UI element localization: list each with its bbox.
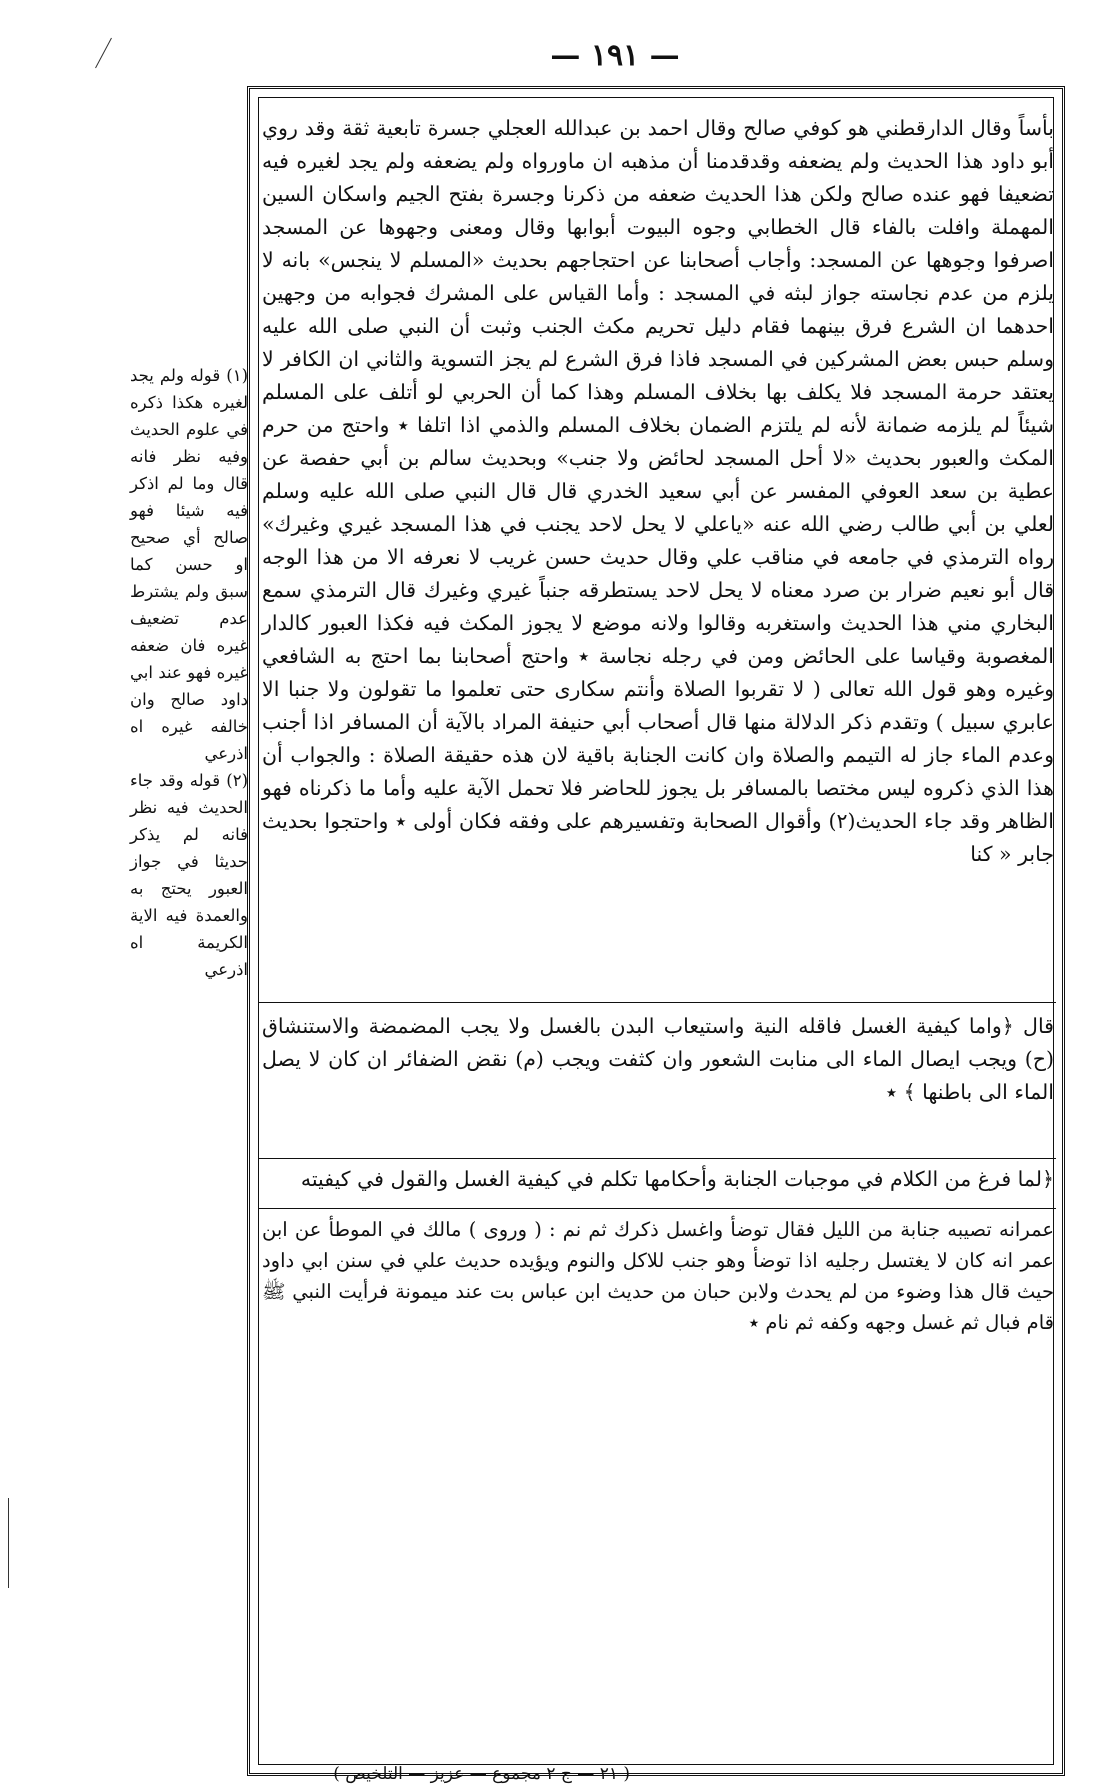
page-number: — ١٩١ —: [550, 38, 680, 73]
section-divider: [258, 1158, 1056, 1159]
subheading-block: [262, 1163, 1054, 1196]
stray-mark: [8, 1498, 9, 1588]
margin-note-2: (٢) قوله وقد جاء الحديث فيه نظر فانه لم يذكر حديثا في جواز العبور يحتج به والعمدة فيه الاية الكريمة اه اذرعي: [130, 771, 248, 979]
subheading-text: ﴿لما فرغ من الكلام في موجبات الجنابة وأحكامها تكلم في كيفية الغسل والقول في كيفيته: [300, 1167, 1054, 1191]
main-text-block: [262, 112, 1054, 871]
section-divider: [258, 1208, 1056, 1209]
section-divider: [258, 1002, 1056, 1003]
margin-note-1: (١) قوله ولم يجد لغيره هكذا ذكره في علوم الحديث وفيه نظر فانه قال وما لم اذكر فيه شيئا فهو صالح أي صحيح او حسن كما سبق ولم يشترط عدم تضعيف غيره فان ضعفه غيره فهو عند ابي داود صالح وان خالفه غيره اه اذرعي: [130, 366, 248, 763]
matn-block: [262, 1010, 1054, 1109]
margin-notes: [130, 362, 248, 983]
main-text-paragraph: بأساً وقال الدارقطني هو كوفي صالح وقال احمد بن عبدالله العجلي جسرة تابعية ثقة وقد روي أبو داود هذا الحديث ولم يضعفه وقدقدمنا أن مذهبه ان ماورواه ولم يضعفه ولم يجد لغيره فيه تضعيفا فهو عنده صالح ولكن هذا الحديث ضعفه من ذكرنا وجسرة بفتح الجيم واسكان السين المهملة وافلت بالفاء قال الخطابي وجوه البيوت أبوابها وقال ومعنى وجهوها عن المسجد اصرفوا وجوهها عن المسجد: وأجاب أصحابنا عن احتجاجهم بحديث «المسلم لا ينجس» بانه لا يلزم من عدم نجاسته جواز لبثه في المسجد : وأما القياس على المشرك فجوابه من وجهين احدهما ان الشرع فرق بينهما فقام دليل تحريم مكث الجنب وثبت أن النبي صلى الله عليه وسلم حبس بعض المشركين في المسجد فاذا فرق الشرع لم يجز التسوية والثاني ان الكافر لا يعتقد حرمة المسجد فلا يكلف بها بخلاف المسلم وهذا كما أن الحربي لو أتلف على المسلم شيئاً لم يلزمه ضمانة لأنه لم يلتزم الضمان بخلاف المسلم والذمي اذا اتلفا ٭ واحتج من حرم المكث والعبور بحديث «لا أحل المسجد لحائض ولا جنب» وبحديث سالم بن أبي حفصة عن عطية بن سعد العوفي المفسر عن أبي سعيد الخدري قال قال النبي صلى الله عليه وسلم لعلي بن أبي طالب رضي الله عنه «ياعلي لا يحل لاحد يجنب في هذا المسجد غيري وغيرك» رواه الترمذي في جامعه في مناقب علي وقال حديث حسن غريب لا نعرفه الا من هذا الوجه قال أبو نعيم ضرار بن صرد معناه لا يحل لاحد يستطرقه جنباً غيري وغيرك قال الترمذي سمع البخاري مني هذا الحديث واستغربه وقالوا ولانه موضع لا يجوز المكث فيه فكذا العبور كالدار المغصوبة وقياسا على الحائض ومن في رجله نجاسة ٭ واحتج أصحابنا بما احتج به الشافعي وغيره وهو قول الله تعالى ( لا تقربوا الصلاة وأنتم سكارى حتى تعلموا ما تقولون ولا جنبا الا عابري سبيل ) وتقدم ذكر الدلالة منها قال أصحاب أبي حنيفة المراد بالآية أن المسافر اذا أجنب وعدم الماء جاز له التيمم والصلاة وان كانت الجنابة باقية لان هذه حقيقة الصلاة : والجواب أن هذا الذي ذكروه ليس مختصا بالمسافر بل يجوز للحاضر فلا تحمل الآية عليه وأما ما ذكرناه فهو الظاهر وقد جاء الحديث(٢) وأقوال الصحابة وتفسيرهم على وفقه فكان أولى ٭ واحتجوا بحديث جابر « كنا: [262, 116, 1054, 866]
talkhis-text: عمرانه تصيبه جنابة من الليل فقال توضأ واغسل ذكرك ثم نم : ( وروى ) مالك في الموطأ عن ابن عمر انه كان لا يغتسل رجليه اذا توضأ وهو جنب للاكل والنوم ويؤيده حديث علي في سنن ابي داود حيث قال هذا وضوء من لم يحدث ولابن حبان من حديث ابن عباس بت عند ميمونة فرأيت النبي ﷺ قام فبال ثم غسل وجهه وكفه ثم نام ٭: [262, 1218, 1054, 1334]
matn-text: قال ﴿واما كيفية الغسل فاقله النية واستيعاب البدن بالغسل ولا يجب المضمضة والاستنشاق (ح) ويجب ايصال الماء الى منابت الشعور وان كثفت ويجب (م) نقض الضفائر ان كان لا يصل الماء الى باطنها ﴾ ٭: [262, 1014, 1054, 1104]
talkhis-block: [262, 1214, 1054, 1338]
footer-signature: ( ٢١ — ج ٢ مجموع — عزيز — التلخيص ): [333, 1764, 630, 1784]
